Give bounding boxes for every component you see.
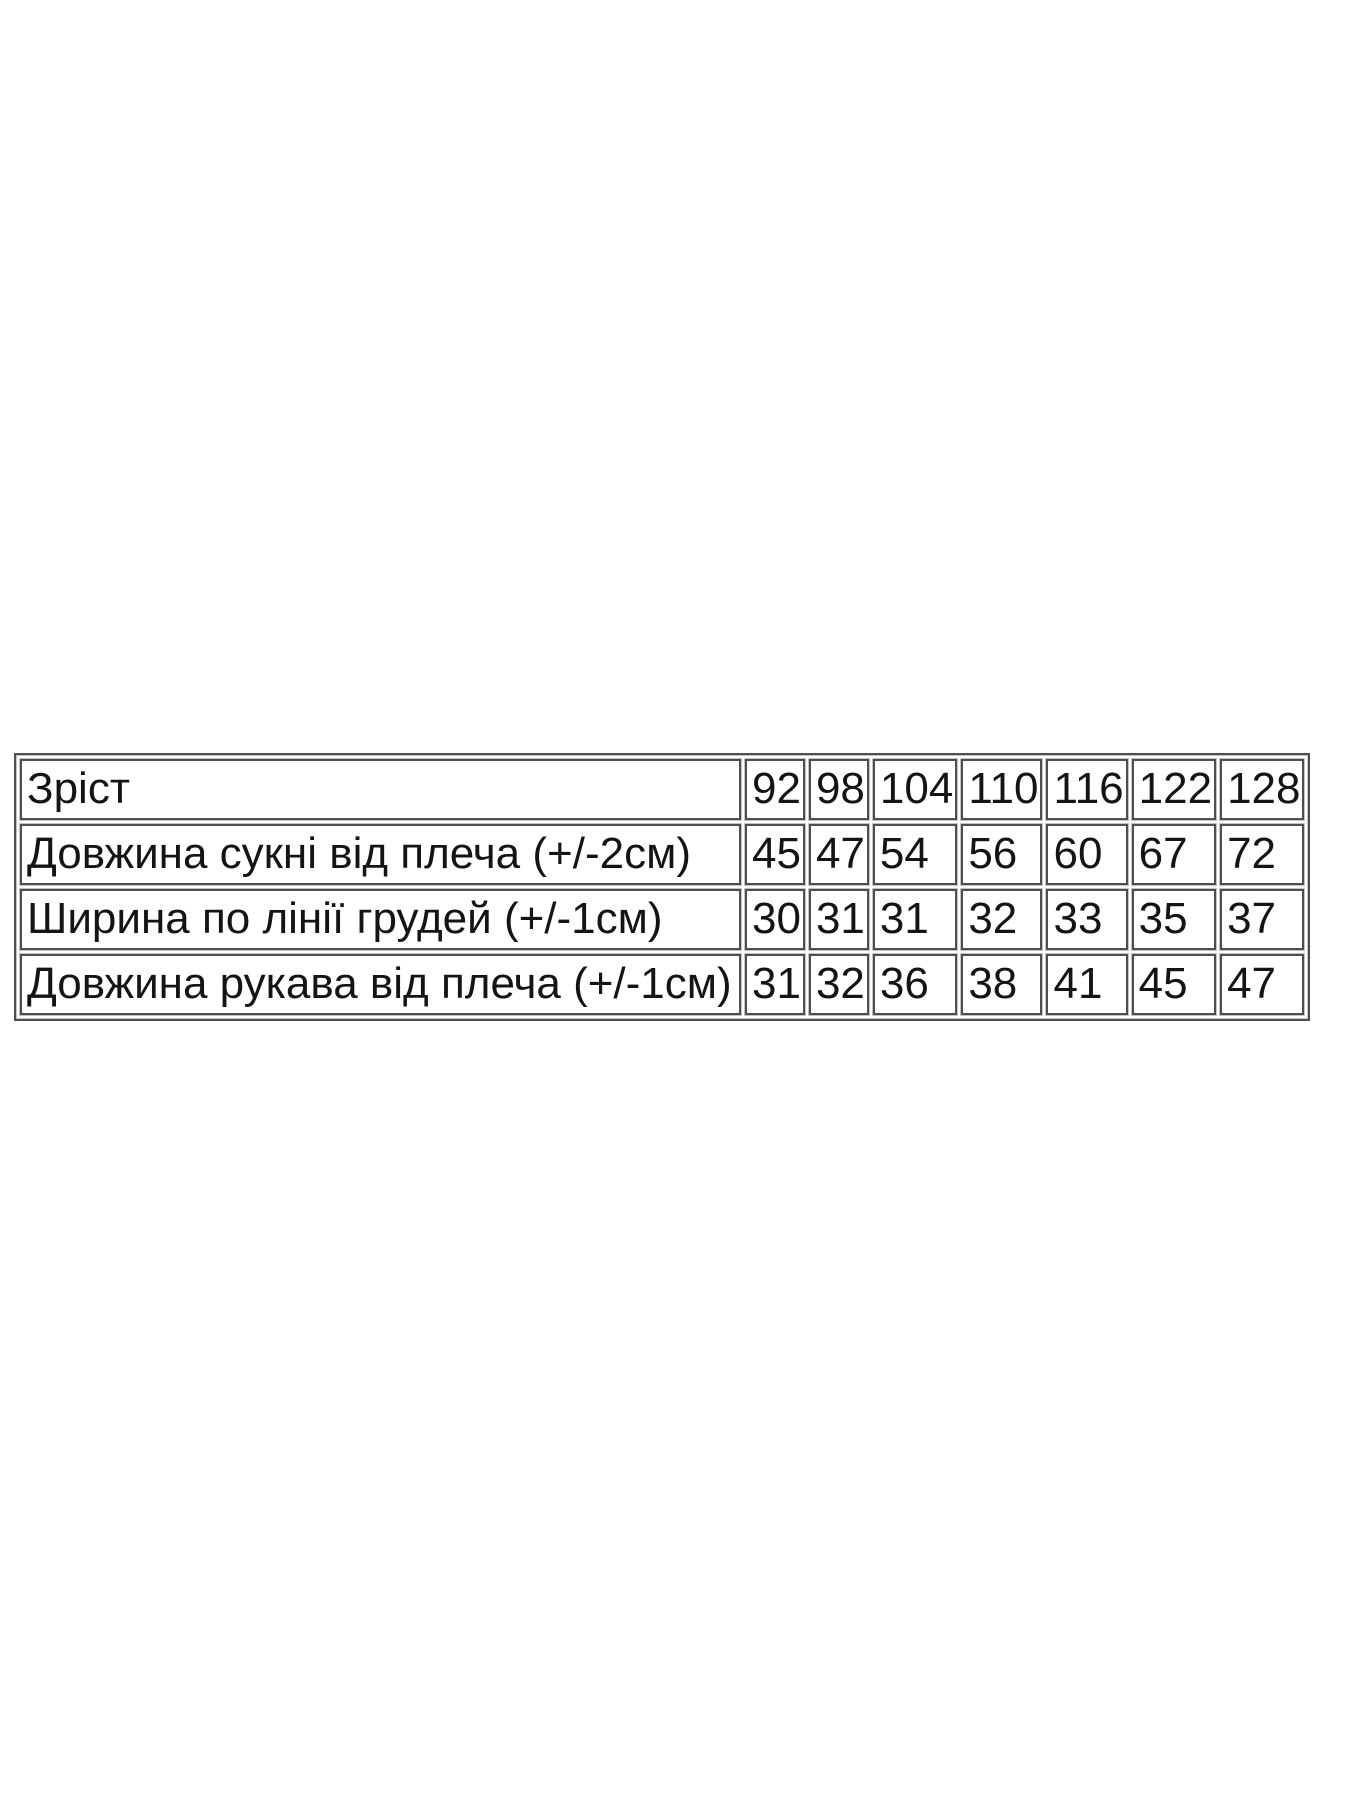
value-cell: 98 <box>809 759 869 820</box>
value-cell: 72 <box>1220 824 1304 885</box>
table-row <box>20 889 1304 950</box>
table-row <box>20 824 1304 885</box>
value-cell: 92 <box>745 759 805 820</box>
value-cell: 110 <box>961 759 1042 820</box>
value-cell: 41 <box>1046 954 1127 1015</box>
value-cell: 35 <box>1132 889 1216 950</box>
value-cell: 122 <box>1132 759 1216 820</box>
row-label-cell: Ширина по лінії грудей (+/-1см) <box>20 889 741 950</box>
value-cell: 45 <box>745 824 805 885</box>
value-cell: 32 <box>961 889 1042 950</box>
table-row <box>20 954 1304 1015</box>
header-row <box>20 759 1304 820</box>
value-cell: 67 <box>1132 824 1216 885</box>
row-label-cell: Зріст <box>20 759 741 820</box>
size-chart-table <box>14 753 1310 1021</box>
size-chart-container <box>14 753 1310 1021</box>
value-cell: 31 <box>873 889 957 950</box>
value-cell: 30 <box>745 889 805 950</box>
value-cell: 47 <box>809 824 869 885</box>
value-cell: 128 <box>1220 759 1304 820</box>
row-label-cell: Довжина сукні від плеча (+/-2см) <box>20 824 741 885</box>
value-cell: 31 <box>745 954 805 1015</box>
value-cell: 32 <box>809 954 869 1015</box>
value-cell: 47 <box>1220 954 1304 1015</box>
row-label-cell: Довжина рукава від плеча (+/-1см) <box>20 954 741 1015</box>
value-cell: 60 <box>1046 824 1127 885</box>
value-cell: 38 <box>961 954 1042 1015</box>
value-cell: 37 <box>1220 889 1304 950</box>
value-cell: 36 <box>873 954 957 1015</box>
value-cell: 56 <box>961 824 1042 885</box>
value-cell: 54 <box>873 824 957 885</box>
value-cell: 31 <box>809 889 869 950</box>
value-cell: 116 <box>1046 759 1127 820</box>
value-cell: 45 <box>1132 954 1216 1015</box>
value-cell: 33 <box>1046 889 1127 950</box>
value-cell: 104 <box>873 759 957 820</box>
